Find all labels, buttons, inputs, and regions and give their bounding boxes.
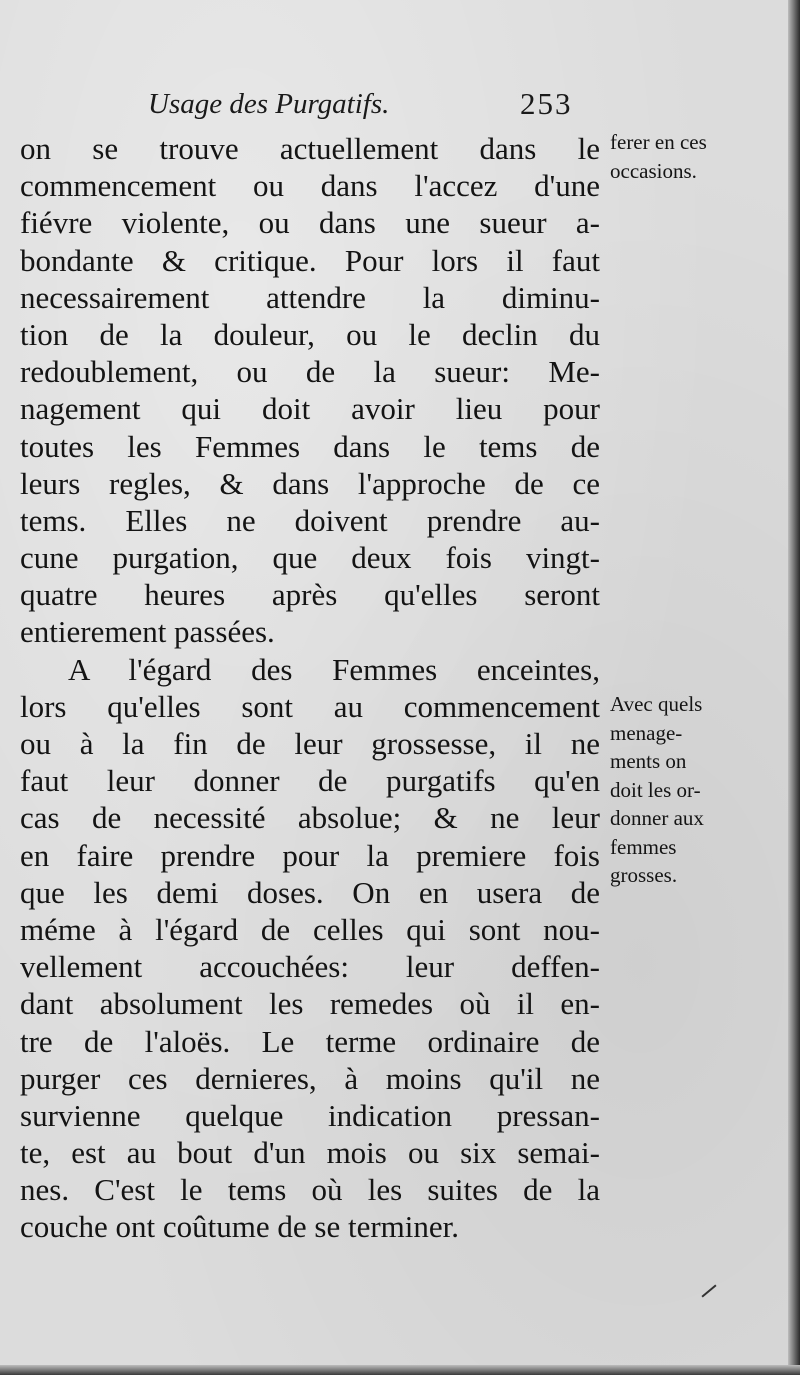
show-through-text bbox=[610, 240, 790, 1120]
margin-note-line: occasions. bbox=[610, 158, 697, 183]
text-line: faut leur donner de purgatifs qu'en bbox=[20, 763, 600, 799]
text-line: necessairement attendre la diminu- bbox=[20, 279, 600, 315]
text-line: tion de la douleur, ou le declin du bbox=[20, 316, 600, 352]
main-text-block bbox=[20, 130, 600, 1246]
text-line: redoublement, ou de la sueur: Me- bbox=[20, 354, 600, 390]
text-line: méme à l'égard de celles qui sont nou- bbox=[20, 911, 600, 947]
text-line: dant absolument les remedes où il en- bbox=[20, 986, 600, 1022]
text-line: cas de necessité absolue; & ne leur bbox=[20, 800, 600, 836]
page-bottom-shadow bbox=[0, 1365, 800, 1375]
text-line: ou à la fin de leur grossesse, il ne bbox=[20, 726, 600, 761]
text-line: nagement qui doit avoir lieu pour bbox=[20, 391, 600, 427]
margin-note-line: menage- bbox=[610, 720, 683, 745]
margin-note-line: Avec quels bbox=[610, 692, 703, 716]
text-line: survienne quelque indication pressan- bbox=[20, 1097, 600, 1133]
margin-note-pregnant-women bbox=[610, 690, 775, 890]
margin-note-line: doit les or- bbox=[610, 777, 701, 802]
text-line: te, est au bout d'un mois ou six semai- bbox=[20, 1135, 600, 1171]
text-line: bondante & critique. Pour lors il faut bbox=[20, 242, 600, 278]
text-line: fiévre violente, ou dans une sueur a- bbox=[20, 205, 600, 241]
text-line: commencement ou dans l'accez d'une bbox=[20, 168, 600, 204]
page-number: 253 bbox=[520, 86, 573, 121]
text-line: lors qu'elles sont au commencement bbox=[20, 688, 600, 724]
page-header bbox=[0, 88, 800, 128]
text-line: que les demi doses. On en usera de bbox=[20, 874, 600, 910]
running-head: Usage des Purgatifs. bbox=[148, 88, 390, 120]
page-edge-shadow bbox=[788, 0, 800, 1375]
ink-mark bbox=[701, 1284, 716, 1297]
margin-note-line: femmes bbox=[610, 834, 677, 859]
text-line: tre de l'aloës. Le terme ordinaire de bbox=[20, 1023, 600, 1059]
text-line: nes. C'est le tems où les suites de la bbox=[20, 1172, 600, 1208]
margin-note-line: grosses. bbox=[610, 863, 678, 887]
text-line: cune purgation, que deux fois vingt- bbox=[20, 540, 600, 576]
text-line: en faire prendre pour la premiere fois bbox=[20, 837, 600, 873]
text-line: toutes les Femmes dans le tems de bbox=[20, 428, 600, 464]
text-line: tems. Elles ne doivent prendre au- bbox=[20, 502, 600, 538]
margin-note-line: donner aux bbox=[610, 806, 704, 830]
text-line: entierement passées. bbox=[20, 614, 275, 650]
text-line: quatre heures après qu'elles seront bbox=[20, 577, 600, 613]
margin-note-line: ments on bbox=[610, 749, 687, 773]
text-line: leurs regles, & dans l'approche de ce bbox=[20, 465, 600, 501]
text-line: couche ont coûtume de se terminer. bbox=[20, 1209, 460, 1245]
margin-note-line: ferer en ces bbox=[610, 130, 707, 154]
text-line: on se trouve actuellement dans le bbox=[20, 131, 600, 166]
margin-note-occasions bbox=[610, 128, 775, 185]
text-line: vellement accouchées: leur deffen- bbox=[20, 949, 600, 985]
paragraph-start-line: A l'égard des Femmes enceintes, bbox=[68, 651, 600, 687]
text-line: purger ces dernieres, à moins qu'il ne bbox=[20, 1060, 600, 1096]
